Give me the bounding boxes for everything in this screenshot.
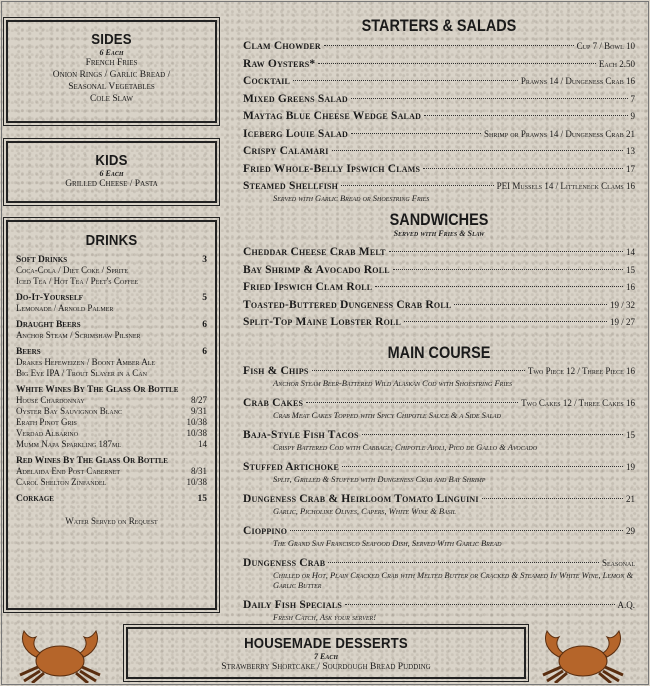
menu-item-name: Split-Top Maine Lobster Roll xyxy=(243,316,402,328)
drink-item-name: Oyster Bay Sauvignon Blanc xyxy=(16,406,123,416)
dot-leader xyxy=(351,133,481,134)
menu-item-description: Anchor Steam Beer-Battered Wild Alaskan Cod with Shoestring Fries xyxy=(273,378,512,388)
menu-item xyxy=(243,428,635,452)
menu-item-name: Bay Shrimp & Avocado Roll xyxy=(243,263,390,276)
dot-leader xyxy=(332,150,623,151)
drink-group-name: Draught Beers xyxy=(16,320,81,330)
menu-item xyxy=(243,263,635,277)
menu-item-price: Each 2.50 xyxy=(598,58,635,69)
sandwiches-sub: Served with Fries & Slaw xyxy=(393,229,485,238)
drink-group-heading xyxy=(16,347,207,357)
menu-item xyxy=(243,315,635,329)
dot-leader xyxy=(482,498,623,499)
menu-item-price: 7 xyxy=(630,93,635,104)
sides-line: Seasonal Vegetables xyxy=(68,82,155,92)
menu-item-name: Stuffed Artichoke xyxy=(243,461,340,473)
drink-item-name: Anchor Steam / Scrimshaw Pilsner xyxy=(16,330,141,340)
drink-item xyxy=(16,276,207,287)
drink-item-name: Iced Tea / Hot Tea / Peet's Coffee xyxy=(16,276,139,286)
menu-item-price: PEI Mussels 14 / Littleneck Clams 16 xyxy=(496,181,635,191)
menu-item xyxy=(243,74,635,88)
menu-item xyxy=(243,57,635,71)
drink-item xyxy=(16,466,207,477)
menu-item-name: Dungeness Crab & Heirloom Tomato Linguini xyxy=(243,493,479,505)
drink-item-price: 8/31 xyxy=(190,466,207,476)
menu-item-price: Two Piece 12 / Three Piece 16 xyxy=(527,366,635,376)
menu-item-price: 19 / 27 xyxy=(609,317,635,327)
drink-item-name: Coca-Cola / Diet Coke / Sprite xyxy=(16,265,129,275)
drink-group-name: Red Wines By The Glass Or Bottle xyxy=(16,456,168,466)
menu-item-name: Crab Cakes xyxy=(243,397,304,409)
drink-item-price: 10/38 xyxy=(186,428,207,438)
drink-item xyxy=(16,330,207,341)
drink-group-heading xyxy=(16,385,207,395)
dot-leader xyxy=(318,63,596,64)
menu-item xyxy=(243,162,635,176)
dot-leader xyxy=(424,115,627,116)
menu-item xyxy=(243,39,635,53)
menu-item-price: Two Cakes 12 / Three Cakes 16 xyxy=(521,398,635,408)
crab-icon xyxy=(14,623,106,683)
menu-item xyxy=(243,492,635,516)
drink-item-name: Mumm Napa Sparkling 187ml xyxy=(16,439,121,449)
drink-group-price: 6 xyxy=(202,347,207,357)
drink-item xyxy=(16,368,207,379)
menu-item-name: Fried Whole-Belly Ipswich Clams xyxy=(243,162,421,175)
drink-group-name: Corkage xyxy=(16,494,54,504)
drink-item-name: Adelaida End Post Cabernet xyxy=(16,466,121,476)
sides-sub: 6 Each xyxy=(99,48,124,57)
menu-item-name: Baja-Style Fish Tacos xyxy=(243,429,359,441)
menu-item xyxy=(243,460,635,484)
drink-item-price: 8/27 xyxy=(190,395,207,405)
dot-leader xyxy=(328,562,599,563)
drink-group-heading xyxy=(16,293,207,303)
sides-line: Cole Slaw xyxy=(90,94,133,104)
desserts-line: Strawberry Shortcake / Sourdough Bread Pudding xyxy=(221,662,431,672)
menu-item xyxy=(243,179,635,203)
menu-item xyxy=(243,109,635,123)
dot-leader xyxy=(375,286,623,287)
sandwiches-title: SANDWICHES xyxy=(389,210,489,229)
dot-leader xyxy=(341,185,494,186)
main-title: MAIN COURSE xyxy=(387,343,491,362)
dot-leader xyxy=(362,434,623,435)
drink-item xyxy=(16,357,207,368)
kids-title: KIDS xyxy=(95,152,128,169)
menu-item-price: 9 xyxy=(630,111,635,121)
menu-item-name: Crispy Calamari xyxy=(243,145,329,157)
menu-item-name: Clam Chowder xyxy=(243,40,321,52)
menu-item-price: 29 xyxy=(626,526,635,536)
drinks-list xyxy=(16,255,207,504)
menu-item-description: Crispy Battered Cod with Cabbage, Chipotle Aioli, Pico de Gallo & Avocado xyxy=(273,442,538,452)
dot-leader xyxy=(290,530,623,531)
drink-item xyxy=(16,439,207,450)
menu-item-name: Fried Ipswich Clam Roll xyxy=(243,281,373,293)
menu-item-name: Toasted-Buttered Dungeness Crab Roll xyxy=(243,298,452,311)
menu-item-name: Iceberg Louie Salad xyxy=(243,127,348,140)
menu-item-price: 19 xyxy=(626,462,635,472)
desserts-box xyxy=(126,627,526,679)
starters-title: STARTERS & SALADS xyxy=(361,16,517,35)
kids-sub: 6 Each xyxy=(99,169,124,178)
dot-leader xyxy=(312,370,525,371)
drink-item xyxy=(16,477,207,488)
dot-leader xyxy=(393,269,623,270)
menu-item-description: Chilled or Hot, Plain Cracked Crab with Melted Butter or Cracked & Steamed In White Wine, Lemon & Garlic Butter xyxy=(273,570,634,590)
menu-item-description: Fresh Catch, Ask your server! xyxy=(273,612,377,622)
menu-item-price: 21 xyxy=(626,494,635,504)
menu-item-name: Dungeness Crab xyxy=(243,557,326,569)
drink-item xyxy=(16,428,207,439)
sides-title: SIDES xyxy=(91,31,132,48)
kids-box xyxy=(6,141,217,203)
drink-group-heading xyxy=(16,255,207,265)
menu-item-description: Garlic, Picholine Olives, Capers, White Wine & Basil xyxy=(273,506,457,516)
drink-item-price: 10/38 xyxy=(186,477,207,487)
drink-item xyxy=(16,417,207,428)
drink-group-heading xyxy=(16,494,207,504)
sides-line: Onion Rings / Garlic Bread / xyxy=(52,70,171,80)
drink-group-price: 3 xyxy=(202,255,207,265)
menu-item xyxy=(243,364,635,388)
water-note: Water Served on Request xyxy=(65,516,158,526)
drink-item-name: Erath Pinot Gris xyxy=(16,417,77,427)
menu-item-description: Crab Meat Cakes Topped with Spicy Chipotle Sauce & a Side Salad xyxy=(273,410,501,420)
drink-item-price: 10/38 xyxy=(186,417,207,427)
drink-group-price: 6 xyxy=(202,320,207,330)
dot-leader xyxy=(306,402,518,403)
drink-item xyxy=(16,303,207,314)
drink-item-name: Lemonade / Arnold Palmer xyxy=(16,303,114,313)
menu-item xyxy=(243,598,635,622)
menu-item-price: Shrimp or Prawns 14 / Dungeness Crab 21 xyxy=(484,128,635,139)
drink-item xyxy=(16,395,207,406)
menu-item xyxy=(243,298,635,312)
drink-group-name: White Wines By The Glass Or Bottle xyxy=(16,385,179,395)
menu-item-price: Cup 7 / Bowl 10 xyxy=(576,41,635,51)
menu-item-price: Prawns 14 / Dungeness Crab 16 xyxy=(520,76,635,86)
desserts-title: HOUSEMADE DESSERTS xyxy=(244,635,408,652)
menu-item-price: 17 xyxy=(626,163,635,174)
menu-item-name: Cocktail xyxy=(243,75,291,87)
drink-item-name: Carol Shelton Zinfandel xyxy=(16,477,107,487)
menu-item xyxy=(243,396,635,420)
drink-group-name: Beers xyxy=(16,347,41,357)
dot-leader xyxy=(423,168,623,169)
menu-item-name: Raw Oysters* xyxy=(243,57,316,70)
menu-item-price: 19 / 32 xyxy=(609,299,635,310)
drink-item xyxy=(16,406,207,417)
dot-leader xyxy=(404,321,607,322)
drink-group-name: Do-It-Yourself xyxy=(16,293,83,303)
drink-item-price: 9/31 xyxy=(190,406,207,416)
menu-item-price: 15 xyxy=(626,264,635,275)
menu-item-name: Steamed Shellfish xyxy=(243,180,339,192)
menu-item-price: 15 xyxy=(626,430,635,440)
dot-leader xyxy=(293,80,518,81)
desserts-sub: 7 Each xyxy=(313,652,338,661)
menu-item xyxy=(243,524,635,548)
drinks-title: DRINKS xyxy=(85,232,138,249)
menu-item-price: Seasonal xyxy=(601,558,635,568)
sides-box xyxy=(6,20,217,123)
menu-item-price: 14 xyxy=(626,247,635,257)
drink-item-name: Drakes Hefeweizen / Boont Amber Ale xyxy=(16,357,156,367)
menu-item xyxy=(243,144,635,158)
dot-leader xyxy=(389,251,623,252)
menu-item-name: Cioppino xyxy=(243,525,288,537)
menu-item-price: 13 xyxy=(626,146,635,156)
menu-item-name: Mixed Greens Salad xyxy=(243,92,348,105)
menu-item-description: The Grand San Francisco Seafood Dish, Served With Garlic Bread xyxy=(273,538,502,548)
menu-item-name: Daily Fish Specials xyxy=(243,599,343,611)
menu-item-description: Split, Grilled & Stuffed with Dungeness Crab and Bay Shrimp xyxy=(273,474,486,484)
drink-group-price: 15 xyxy=(197,494,207,504)
drink-group-heading xyxy=(16,456,207,466)
menu-item xyxy=(243,280,635,294)
drink-group-price: 5 xyxy=(202,293,207,303)
drink-group-heading xyxy=(16,320,207,330)
sides-line: French Fries xyxy=(85,58,138,68)
menu-item-description: Served with Garlic Bread or Shoestring Fries xyxy=(273,193,430,203)
dot-leader xyxy=(324,45,574,46)
drink-item-price: 14 xyxy=(198,439,207,449)
menu-item-name: Maytag Blue Cheese Wedge Salad xyxy=(243,110,422,122)
dot-leader xyxy=(351,98,628,99)
drink-item-name: Big Eye IPA / Trout Slayer in a Can xyxy=(16,368,147,378)
menu-item-price: A.Q. xyxy=(617,600,635,610)
menu-item-price: 16 xyxy=(626,282,635,292)
drink-group-name: Soft Drinks xyxy=(16,255,68,265)
menu-item xyxy=(243,92,635,106)
kids-line: Grilled Cheese / Pasta xyxy=(65,179,158,189)
menu-item-name: Cheddar Cheese Crab Melt xyxy=(243,246,386,258)
drink-item-name: House Chardonnay xyxy=(16,395,85,405)
dot-leader xyxy=(342,466,623,467)
drink-item xyxy=(16,265,207,276)
crab-icon xyxy=(537,623,629,683)
menu-item xyxy=(243,556,635,590)
dot-leader xyxy=(454,304,607,305)
menu-item xyxy=(243,127,635,141)
drinks-box xyxy=(6,220,217,610)
dot-leader xyxy=(345,604,614,605)
menu-item-name: Fish & Chips xyxy=(243,365,309,377)
drink-item-name: Verdad Albarino xyxy=(16,428,79,438)
menu-item xyxy=(243,245,635,259)
